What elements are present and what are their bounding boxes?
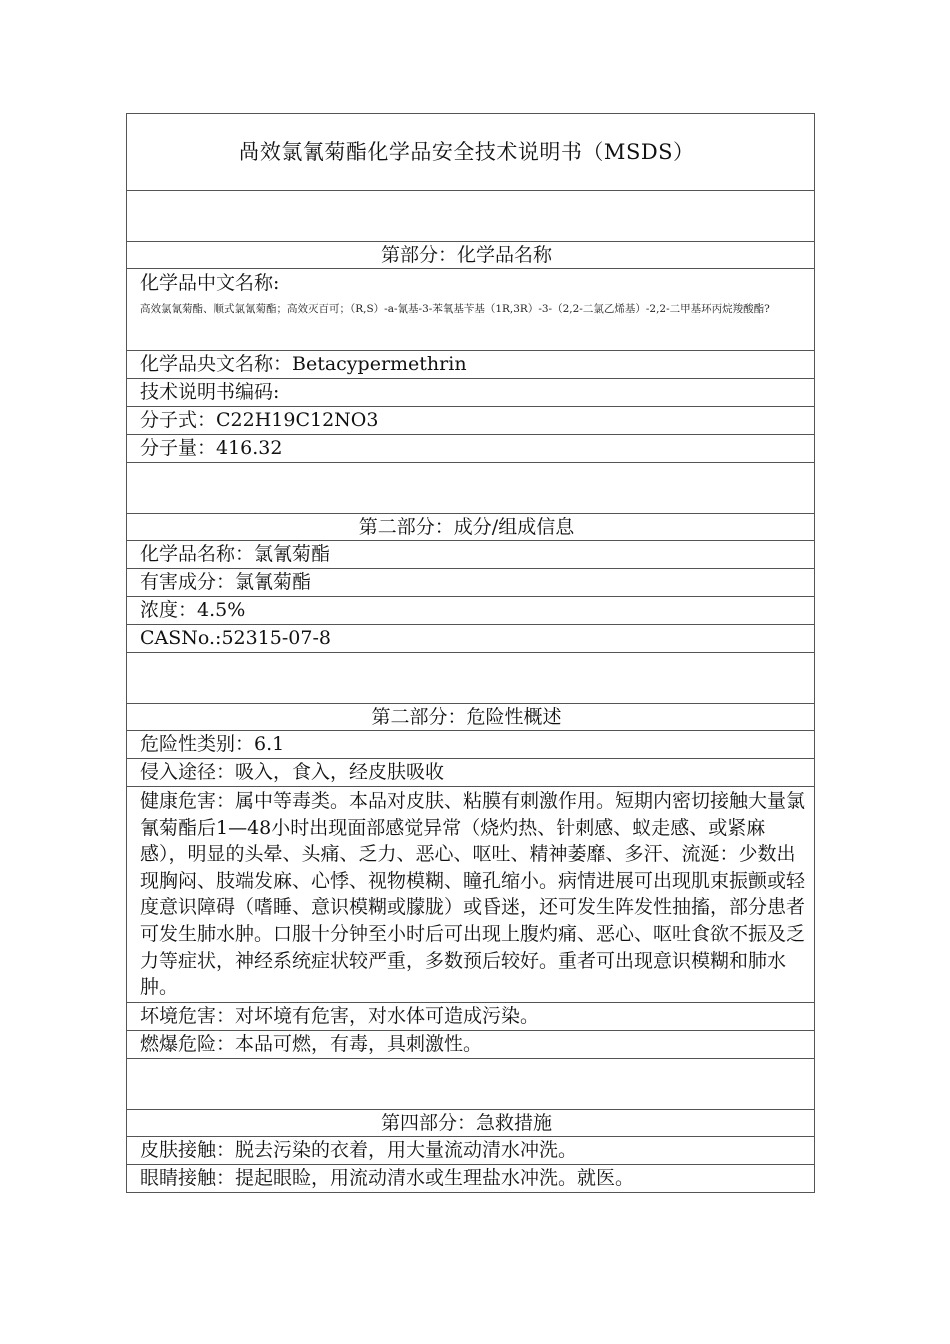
- section-heading-part2: 第二部分：成分/组成信息: [127, 514, 814, 541]
- cn-name-row: [127, 269, 814, 351]
- en-name-row: 化学品央文名称：Betacypermethrin: [127, 351, 814, 379]
- mol-weight-row: 分子量：416.32: [127, 435, 814, 463]
- msds-table: [126, 113, 815, 1193]
- blank-row: [127, 653, 814, 704]
- cas-row: CASNo.:52315-07-8: [127, 625, 814, 653]
- entry-route-row: 侵入途径：吸入，食入，经皮肤吸收: [127, 759, 814, 787]
- section-heading-part4: 第四部分：急救措施: [127, 1110, 814, 1137]
- eye-contact-row: 眼睛接触：提起眼睑，用流动清水或生理盐水冲洗。就医。: [127, 1165, 814, 1193]
- concentration-row: 浓度：4.5%: [127, 597, 814, 625]
- hazard-class-row: 危险性类别：6.1: [127, 731, 814, 759]
- cn-names-text: 高效氯氰菊酯、顺式氯氰菊酯；高效灭百可；（R,S）-a-氰基-3-苯氧基苄基（1R,3R）-3-（2,2-二氯乙烯基）-2,2-二甲基环丙烷羧酸酯?: [140, 303, 770, 315]
- spec-code-row: 技术说明书编码:: [127, 379, 814, 407]
- blank-row: [127, 191, 814, 242]
- health-hazard-row: 健康危害：属中等毒类。本品对皮肤、粘膜有刺激作用。短期内密切接触大量氯氰菊酯后1—48小时出现面部感觉异常（烧灼热、针刺感、蚁走感、或紧麻感），明显的头晕、头痛、乏力、恶心、呕吐、精神萎靡、多汗、流涎：少数出现胸闷、肢端发麻、心悸、视物模糊、瞳孔缩小。病情进展可出现肌束振颤或轻度意识障碍（嗜睡、意识模糊或朦胧）或昏迷，还可发生阵发性抽搐，部分患者可发生肺水肿。口服十分钟至小时后可出现上腹灼痛、恶心、呕吐食欲不振及乏力等症状，神经系统症状较严重，多数预后较好。重者可出现意识模糊和肺水肿。: [127, 787, 814, 1003]
- environment-hazard-row: 坏境危害：对坏境有危害，对水体可造成污染。: [127, 1003, 814, 1031]
- section-heading-part1: 第部分：化学品名称: [127, 242, 814, 269]
- document-title: 咼效氯氰菊酯化学品安全技术说明书（MSDS）: [127, 114, 814, 191]
- formula-row: 分子式：C22H19C12NO3: [127, 407, 814, 435]
- blank-row: [127, 463, 814, 514]
- hazard-component-row: 有害成分：氯氰菊酯: [127, 569, 814, 597]
- section-heading-part3: 第二部分：危险性概述: [127, 704, 814, 731]
- cn-name-label: 化学品中文名称:: [140, 272, 280, 294]
- blank-row: [127, 1059, 814, 1110]
- chem-name-row: 化学品名称：氯氰菊酯: [127, 541, 814, 569]
- skin-contact-row: 皮肤接触：脱去污染的衣着，用大量流动清水冲洗。: [127, 1137, 814, 1165]
- fire-hazard-row: 燃爆危险：本品可燃，有毒，具刺激性。: [127, 1031, 814, 1059]
